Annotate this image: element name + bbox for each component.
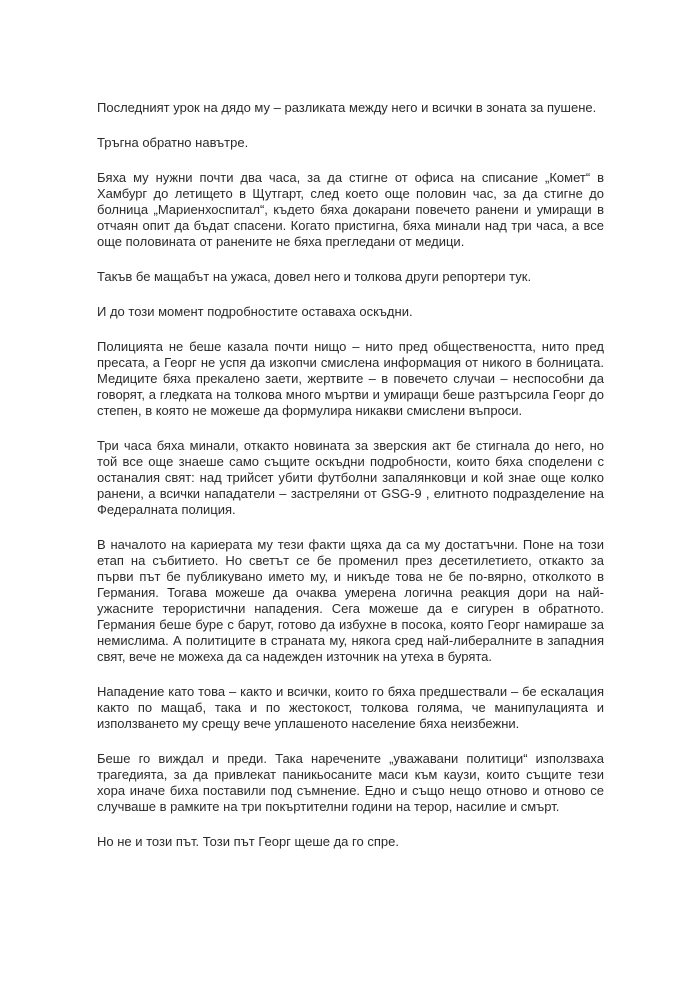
paragraph-6: Полицията не беше казала почти нищо – нито пред обществеността, нито пред пресата, а Георг не успя да изкопчи смислена информация от никого в болницата. Медиците бяха прекалено заети, жертвите – в повечето случаи – неспособни да говорят, а гледката на толкова много мъртви и умиращи беше разтърсила Георг до степен, в която не можеше да формулира никакви смислени въпроси.	[97, 339, 604, 418]
paragraph-7: Три часа бяха минали, откакто новината за зверския акт бе стигнала до него, но той все още знаеше само същите оскъдни подробности, които бяха споделени с останалия свят: над трийсет убити футболни запалянковци и кой знае още колко ранени, а всички нападатели – застреляни от GSG-9 , елитното подразделение на Федералната полиция.	[97, 438, 604, 517]
paragraph-5: И до този момент подробностите оставаха оскъдни.	[97, 304, 413, 319]
document-page	[97, 100, 604, 869]
paragraph-1: Последният урок на дядо му – разликата между него и всички в зоната за пушене.	[97, 100, 597, 115]
paragraph-10: Беше го виждал и преди. Така наречените „уважавани политици“ използваха трагедията, за да привлекат паникьосаните маси към каузи, които същите тези хора иначе биха поставили под съмнение. Едно и също нещо отново и отново се случваше в рамките на три покъртителни години на терор, насилие и смърт.	[97, 751, 604, 814]
paragraph-8: В началото на кариерата му тези факти щяха да са му достатъчни. Поне на този етап на събитието. Но светът се бе променил през десетилетието, откакто за първи път бе публикувано името му, и никъде това не бе по-вярно, отколкото в Германия. Тогава можеше да очаква умерена логична реакция дори на най-ужасните терористични нападения. Сега можеше да е сигурен в обратното. Германия беше буре с барут, готово да избухне в посока, която Георг намираше за немислима. А политиците в страната му, някога сред най-либералните в западния свят, вече не можеха да са надежден източник на утеха в бурята.	[97, 537, 604, 664]
paragraph-11: Но не и този път. Този път Георг щеше да го спре.	[97, 834, 399, 849]
paragraph-2: Тръгна обратно навътре.	[97, 135, 249, 150]
paragraph-9: Нападение като това – както и всички, които го бяха предшествали – бе ескалация както по мащаб, така и по жестокост, толкова голяма, че манипулацията и използването му срещу вече уплашеното население бяха неизбежни.	[97, 684, 604, 731]
paragraph-4: Такъв бе мащабът на ужаса, довел него и толкова други репортери тук.	[97, 269, 532, 284]
paragraph-3: Бяха му нужни почти два часа, за да стигне от офиса на списание „Комет“ в Хамбург до летището в Щутгарт, след което още половин час, за да стигне до болница „Мариенхоспитал“, където бяха докарани повечето ранени и умиращи в отчаян опит да бъдат спасени. Когато пристигна, бяха минали над три часа, а все още половината от ранените не бяха прегледани от медици.	[97, 170, 604, 249]
